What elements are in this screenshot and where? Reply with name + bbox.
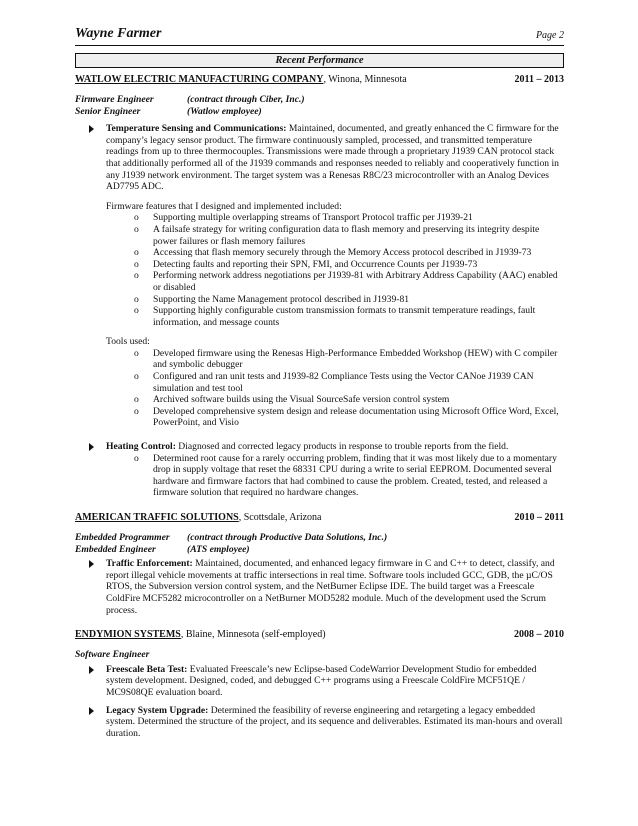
job-header [75, 512, 564, 524]
job-dates: 2011 – 2013 [514, 74, 564, 85]
list-item: o Accessing that flash memory securely through the Memory Access protocol described in J1939-73 [134, 247, 532, 259]
arrow-bullet-icon [89, 666, 94, 674]
arrow-bullet-icon [89, 443, 94, 451]
company-location: , Blaine, Minnesota (self-employed) [180, 629, 326, 641]
circle-bullet-icon: o [134, 247, 139, 259]
page-header [75, 26, 564, 46]
achievement-title: Heating Control: [106, 441, 176, 453]
achievement-text: Determined the feasibility of reverse engineering and retargeting a legacy embedded system. Determined the structure of the project, and its sequence and deliverables. Estimated its man-hours and overall duration. [106, 704, 563, 739]
list-item: o Supporting the Name Management protocol described in J1939-81 [134, 293, 410, 305]
circle-bullet-icon: o [134, 258, 139, 270]
job-title-row [75, 106, 564, 118]
job-header [75, 74, 564, 86]
circle-bullet-icon: o [134, 405, 139, 417]
list-item: o Developed comprehensive system design and release documentation using Microsoft Office Word, Excel, PowerPoint, and Visio [134, 405, 559, 429]
list-item: o Detecting faults and reporting their SPN, FMI, and Occurrence Counts per J1939-73 [134, 258, 478, 270]
job-watlow [75, 74, 564, 499]
arrow-bullet-icon [89, 560, 94, 568]
heating-list [75, 453, 564, 499]
company-location: , Winona, Minnesota [323, 74, 407, 85]
achievement-title: Traffic Enforcement: [106, 558, 193, 570]
circle-bullet-icon: o [134, 293, 139, 305]
job-title: Embedded Programmer [75, 532, 170, 543]
achievement-text: Evaluated Freescale’s new Eclipse-based CodeWarrior Development Studio for embedded system development. Designed, coded, and debugged C++ programs using a Freescale ColdFire MCF51QE / MC9S08QE evaluation board. [106, 663, 537, 698]
features-block [75, 201, 564, 329]
page-number: Page 2 [535, 30, 564, 41]
list-item: o A failsafe strategy for writing configuration data to flash memory and preserving its integrity despite power failures or flash memory failures [134, 223, 540, 247]
arrow-bullet-icon [89, 125, 94, 133]
company-name: AMERICAN TRAFFIC SOLUTIONS [75, 512, 239, 523]
achievement-text: Maintained, documented, and enhanced legacy firmware in C and C++ to detect, classify, and report illegal vehicle movements at traffic intersections in real time. Software tools included GCC, GDB, the µC/OS RTOS, the Subversion version control system, and the NetBurner Eclipse IDE. The build target was a Freescale ColdFire MCF5282 microcontroller on a NetBurner MOD5282 module. Much of the development used the Scrum process. [106, 558, 555, 616]
job-title-row [75, 532, 564, 544]
list-item: o Determined root cause for a rarely occurring problem, finding that it was most likely due to a momentary drop in supply voltage that reset the 68331 CPU during a write to serial EEPROM. Documented several hardware and firmware factors that had combined to cause the problem. Created, tested, and released a firmware solution that required no hardware changes. [134, 452, 557, 499]
circle-bullet-icon: o [134, 347, 139, 359]
list-item: o Configured and ran unit tests and J1939-82 Compliance Tests using the Vector CANoe J1939 CAN simulation and test tool [134, 371, 534, 394]
arrow-bullet-icon [89, 707, 94, 715]
job-title-note: (ATS employee) [187, 543, 250, 555]
achievement [75, 664, 564, 699]
achievement [75, 441, 564, 453]
job-dates: 2010 – 2011 [514, 512, 564, 523]
achievement [75, 123, 564, 193]
job-ats [75, 512, 564, 616]
list-item: o Supporting multiple overlapping streams of Transport Protocol traffic per J1939-21 [134, 212, 473, 224]
job-titles [75, 649, 564, 661]
achievement-title: Legacy System Upgrade: [106, 704, 209, 716]
achievement-text: Diagnosed and corrected legacy products in response to trouble reports from the field. [175, 441, 509, 453]
company-location: , Scottsdale, Arizona [238, 512, 322, 523]
circle-bullet-icon: o [134, 305, 139, 317]
job-title-row [75, 649, 564, 661]
resume-page [75, 26, 564, 739]
job-title-row [75, 544, 564, 556]
circle-bullet-icon: o [134, 394, 139, 406]
job-header [75, 629, 564, 641]
job-titles [75, 94, 564, 117]
achievement [75, 558, 564, 616]
list-item: o Archived software builds using the Visual SourceSafe version control system [134, 394, 450, 406]
company-name: WATLOW ELECTRIC MANUFACTURING COMPANY [75, 74, 324, 85]
job-title-note: (Watlow employee) [187, 105, 262, 117]
achievement-title: Temperature Sensing and Communications: [106, 123, 287, 135]
features-label: Firmware features that I designed and implemented included: [106, 200, 342, 212]
tools-block [75, 336, 564, 429]
achievement-text: Maintained, documented, and greatly enhanced the C firmware for the company’s legacy sensor product. The firmware continuously sampled, processed, and transmitted temperature readings from up to three thermocouples. Transmissions were made through a proprietary J1939 CAN protocol stack that additionally performed all of the J1939 commands and responses needed to reliably and cooperatively function in any J1939 network environment. The target system was a Renesas R8C/23 microcontroller with an Analog Devices AD7795 ADC. [106, 123, 559, 193]
circle-bullet-icon: o [134, 270, 139, 282]
section-heading: Recent Performance [75, 53, 564, 68]
list-item: o Developed firmware using the Renesas High-Performance Embedded Workshop (HEW) with C compiler and symbolic debugger [134, 347, 558, 371]
candidate-name: Wayne Farmer [75, 26, 162, 41]
job-title-row [75, 94, 564, 106]
circle-bullet-icon: o [134, 212, 139, 224]
circle-bullet-icon: o [134, 371, 139, 383]
achievement-title: Freescale Beta Test: [106, 663, 188, 675]
job-dates: 2008 – 2010 [514, 629, 564, 641]
tools-label: Tools used: [106, 336, 150, 348]
job-title: Embedded Engineer [75, 543, 156, 555]
tools-list [106, 348, 564, 429]
list-item: o Performing network address negotiations per J1939-81 with Arbitrary Address Capability (AAC) enabled or disabled [134, 270, 558, 293]
achievement [75, 705, 564, 740]
job-titles [75, 532, 564, 555]
job-title: Software Engineer [75, 649, 150, 661]
list-item: o Supporting highly configurable custom transmission formats to transmit temperature readings, fault information, and message counts [134, 305, 536, 328]
circle-bullet-icon: o [134, 223, 139, 235]
job-title: Firmware Engineer [75, 94, 154, 105]
circle-bullet-icon: o [134, 452, 139, 464]
job-endymion [75, 629, 564, 739]
job-title-note: (contract through Ciber, Inc.) [187, 94, 305, 105]
job-title: Senior Engineer [75, 105, 141, 117]
company-name: ENDYMION SYSTEMS [75, 629, 181, 641]
features-list [106, 212, 564, 328]
job-title-note: (contract through Productive Data Solutions, Inc.) [187, 532, 388, 543]
